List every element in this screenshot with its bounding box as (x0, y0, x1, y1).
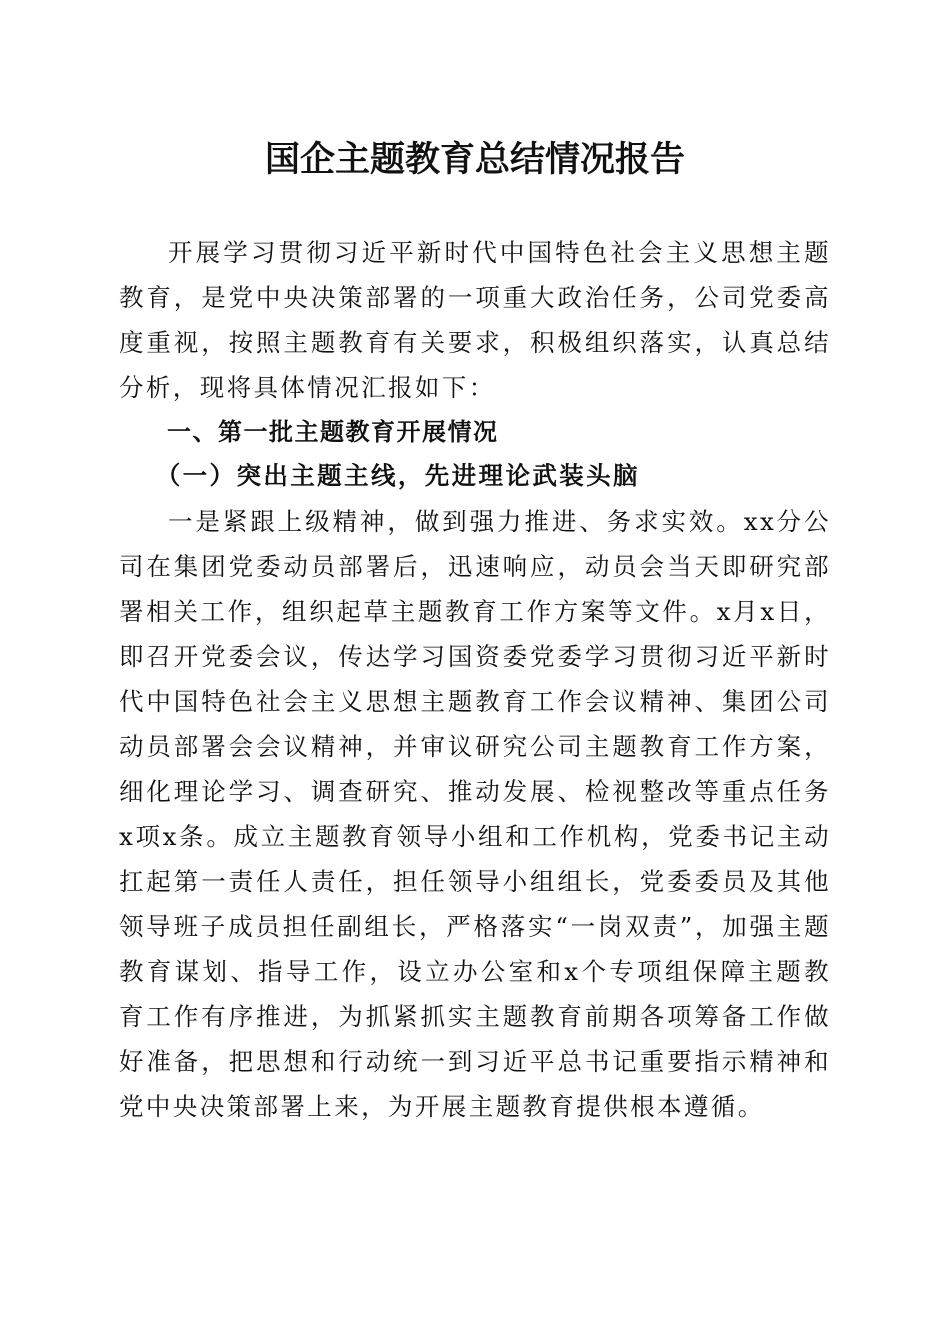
subsection-heading: （一）突出主题主线，先进理论武装头脑 (155, 461, 640, 490)
intro-paragraph: 开展学习贯彻习近平新时代中国特色社会主义思想主题教育，是党中央决策部署的一项重大政治任务，公司党委高度重视，按照主题教育有关要求，积极组织落实，认真总结分析，现将具体情况汇报如下： (119, 238, 831, 402)
document-title: 国企主题教育总结情况报告 (264, 139, 685, 180)
section-heading: 一、第一批主题教育开展情况 (167, 418, 499, 446)
body-paragraph: 一是紧跟上级精神，做到强力推进、务求实效。xx分公司在集团党委动员部署后，迅速响应，动员会当天即研究部署相关工作，组织起草主题教育工作方案等文件。x月x日，即召开党委会议，传达学习国资委党委学习贯彻习近平新时代中国特色社会主义思想主题教育工作会议精神、集团公司动员部署会会议精神，并审议研究公司主题教育工作方案，细化理论学习、调查研究、推动发展、检视整改等重点任务x项x条。成立主题教育领导小组和工作机构，党委书记主动扛起第一责任人责任，担任领导小组组长，党委委员及其他领导班子成员担任副组长，严格落实“一岗双责”，加强主题教育谋划、指导工作，设立办公室和x个专项组保障主题教育工作有序推进，为抓紧抓实主题教育前期各项筹备工作做好准备，把思想和行动统一到习近平总书记重要指示精神和党中央决策部署上来，为开展主题教育提供根本遵循。 (119, 507, 831, 1121)
